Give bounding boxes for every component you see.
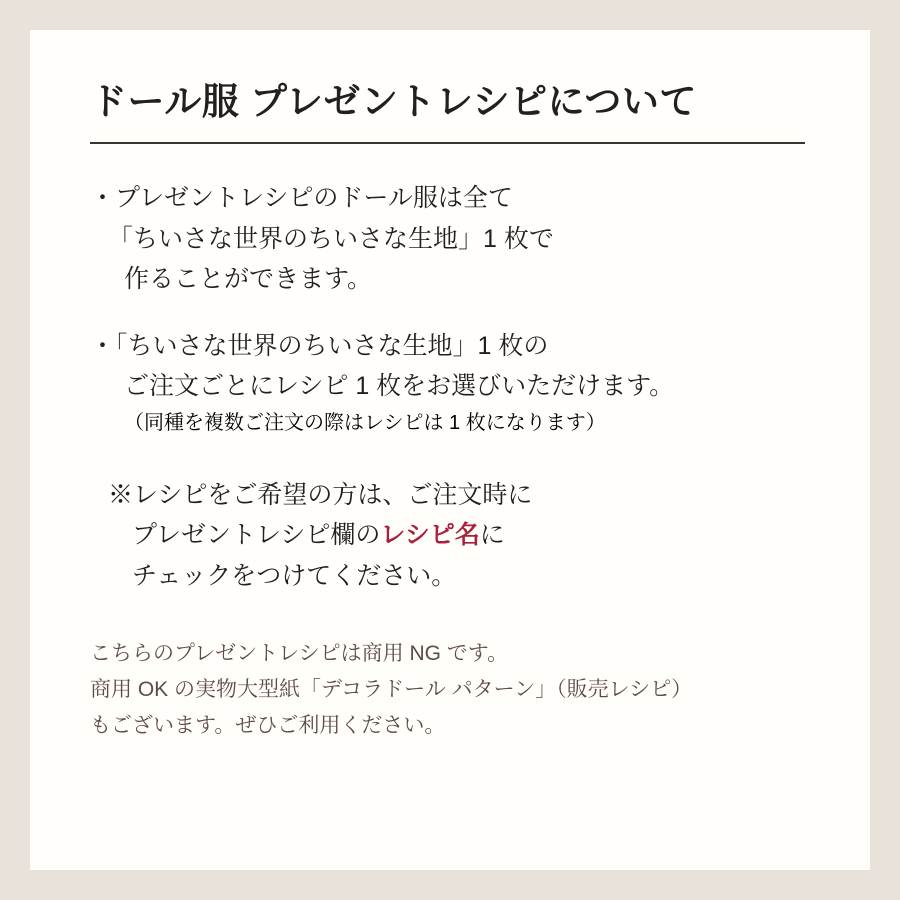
document-content [90,78,820,744]
footer-line-3: もございます。ぜひご利用ください。 [90,714,446,738]
notice-block [90,475,820,597]
bullet-item-2 [90,326,820,439]
footer-block [90,636,820,744]
bullet-1-line-2: 「ちいさな世界のちいさな生地」1 枚で [108,224,554,253]
title-divider [90,142,805,144]
bullet-item-1 [90,178,820,300]
bullet-1-line-3: 作ることができます。 [124,265,373,294]
bullet-2-note: （同種を複数ご注文の際はレシピは 1 枚になります） [124,411,606,434]
bullet-1-line-1: ・プレゼントレシピのドール服は全て [90,184,513,213]
document-card [30,30,870,870]
spacer-2 [90,439,820,475]
notice-line-1: ※レシピをご希望の方は、ご注文時に [108,480,533,509]
bullet-2-line-1: ・「ちいさな世界のちいさな生地」1 枚の [90,331,549,360]
notice-line-3: チェックをつけてください。 [132,561,457,590]
bullet-2-line-2: ご注文ごとにレシピ 1 枚をお選びいただけます。 [124,372,675,401]
footer-line-2: 商用 OK の実物大型紙「デコラドール パターン」（販売レシピ） [90,678,693,702]
notice-line-2 [90,515,820,556]
spacer-1 [90,300,820,326]
page-title: ドール服 プレゼントレシピについて [90,81,697,122]
footer-line-1: こちらのプレゼントレシピは商用 NG です。 [90,642,509,666]
notice-line-2-prefix: プレゼントレシピ欄の [132,521,381,550]
notice-line-2-suffix: に [479,521,505,550]
recipe-name-highlight: レシピ名 [380,521,480,550]
